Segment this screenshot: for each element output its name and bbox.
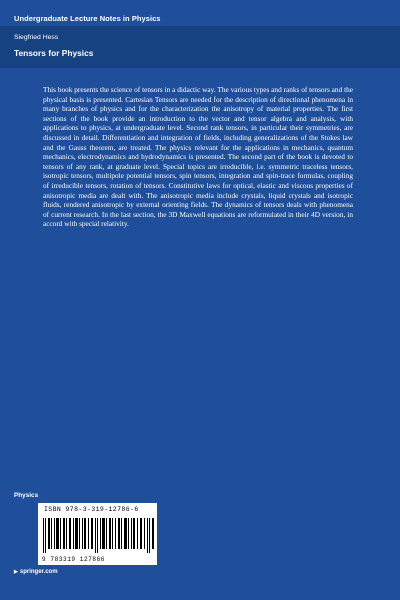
series-name: Undergraduate Lecture Notes in Physics — [14, 14, 161, 23]
subject-label: Physics — [14, 492, 39, 499]
barcode-panel — [38, 503, 157, 565]
author-name: Siegfried Hess — [14, 34, 59, 41]
barcode-digits: 9 783319 127866 — [42, 556, 106, 563]
barcode-bars — [42, 518, 155, 553]
isbn-text: ISBN 978-3-319-12786-6 — [44, 506, 139, 513]
title-band — [0, 26, 400, 68]
book-description: This book presents the science of tensors in a didactic way. The various types and ranks of tensors and the physical basis is presented. Cartesian Tensors are needed for the description of directional phenomena in many branches of physics and for the characterization the anisotropy of material properties. The first sections of the book provide an introduction to the vector and tensor algebra and analysis, with applications to physics, at undergraduate level. Second rank tensors, in particular their symmetries, are discussed in detail. Differentiation and integration of fields, including generalizations of the Stokes law and the Gauss theorem, are treated. The physics relevant for the applications in mechanics, quantum mechanics, electrodynamics and hydrodynamics is presented. The second part of the book is devoted to tensors of any rank, at graduate level. Special topics are irreducible, i.e. symmetric traceless tensors, isotropic tensors, multipole potential tensors, spin tensors, integration and spin-trace formulas, coupling of irreducible tensors, rotation of tensors. Constitutive laws for optical, elastic and viscous properties of anisotropic media are dealt with. The anisotropic media include crystals, liquid crystals and isotropic fluids, rendered anisotropic by external orienting fields. The dynamics of tensors deals with phenomena of current research. In the last section, the 3D Maxwell equations are reformulated in their 4D version, in accord with special relativity. — [43, 85, 353, 229]
website-label: springer.com — [19, 569, 58, 575]
publisher-website[interactable] — [14, 569, 58, 575]
book-title: Tensors for Physics — [14, 48, 94, 58]
arrow-right-icon: ▶ — [14, 569, 18, 575]
